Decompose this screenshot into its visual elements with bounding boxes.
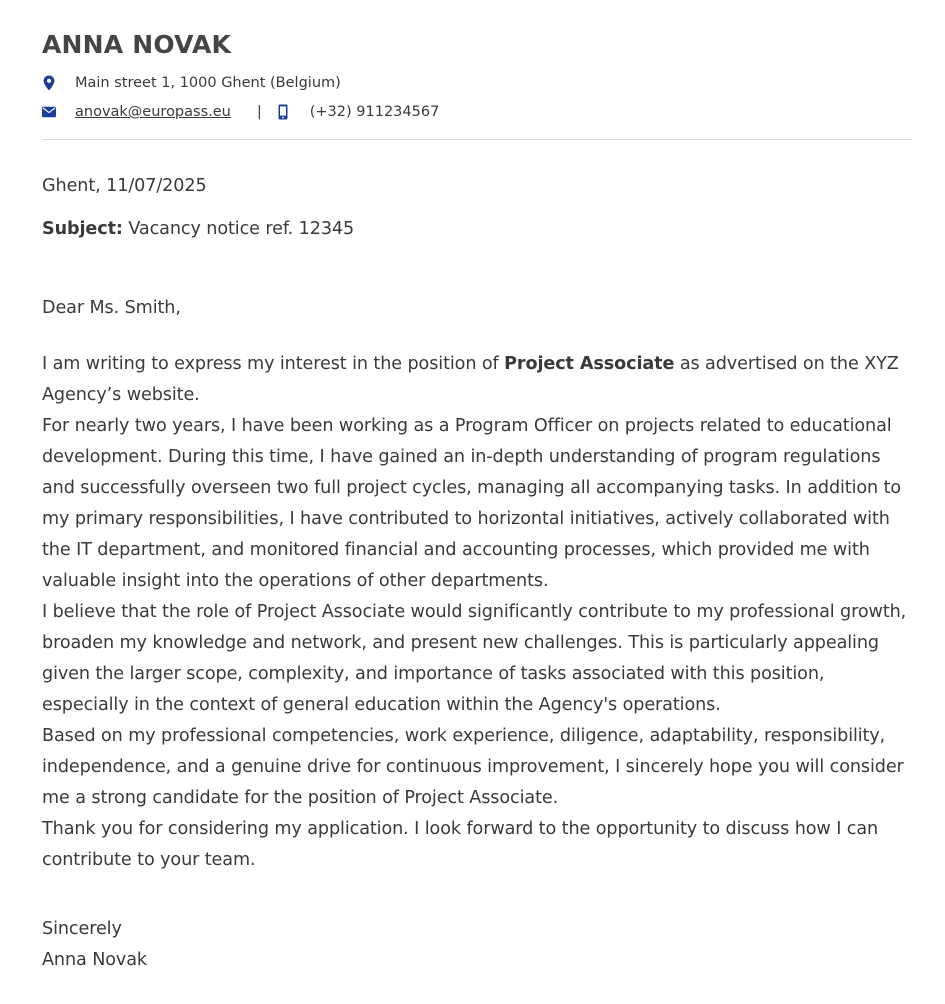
subject-line	[42, 214, 912, 245]
paragraph-1	[42, 349, 912, 411]
location-pin-icon	[42, 75, 56, 91]
email-link[interactable]: anovak@europass.eu	[75, 104, 231, 120]
subject-value: Vacancy notice ref. 12345	[122, 219, 355, 239]
contact-line	[42, 102, 912, 122]
applicant-name: ANNA NOVAK	[42, 30, 232, 59]
paragraph-4: Based on my professional competencies, work experience, diligence, adaptability, responsibility, independence, and a genuine drive for continuous improvement, I sincerely hope you will consider me a strong candidate for the position of Project Associate.	[42, 726, 904, 808]
signature-name: Anna Novak	[42, 950, 148, 970]
salutation: Dear Ms. Smith,	[42, 298, 181, 318]
envelope-icon	[42, 104, 56, 120]
closing-phrase: Sincerely	[42, 919, 122, 939]
letter-body	[42, 349, 912, 876]
mobile-phone-icon	[276, 104, 290, 120]
cover-letter	[42, 30, 912, 976]
phone-text: (+32) 911234567	[309, 104, 440, 120]
address-text: Main street 1, 1000 Ghent (Belgium)	[75, 75, 341, 91]
paragraph-2: For nearly two years, I have been working as a Program Officer on projects related to educational development. During this time, I have gained an in-depth understanding of program regulations and successfully overseen two full project cycles, managing all accompanying tasks. In addition to my primary responsibilities, I have contributed to horizontal initiatives, actively collaborated with the IT department, and monitored financial and accounting processes, which provided me with valuable insight into the operations of other departments.	[42, 416, 902, 591]
address-line	[42, 73, 912, 93]
closing-block	[42, 914, 912, 976]
paragraph-1-end: as advertised on the XYZ Agency’s website.	[42, 354, 899, 405]
place-date: Ghent, 11/07/2025	[42, 176, 207, 196]
contact-separator: |	[256, 104, 262, 120]
paragraph-3: I believe that the role of Project Associate would significantly contribute to my professional growth, broaden my knowledge and network, and present new challenges. This is particularly appealing given the larger scope, complexity, and importance of tasks associated with this position, especially in the context of general education within the Agency's operations.	[42, 602, 907, 715]
subject-label: Subject:	[42, 219, 123, 239]
position-title: Project Associate	[504, 354, 675, 374]
paragraph-1-start: I am writing to express my interest in the position of	[42, 354, 505, 374]
paragraph-5: Thank you for considering my application. I look forward to the opportunity to discuss how I can contribute to your team.	[42, 819, 879, 870]
header-divider	[42, 139, 912, 140]
